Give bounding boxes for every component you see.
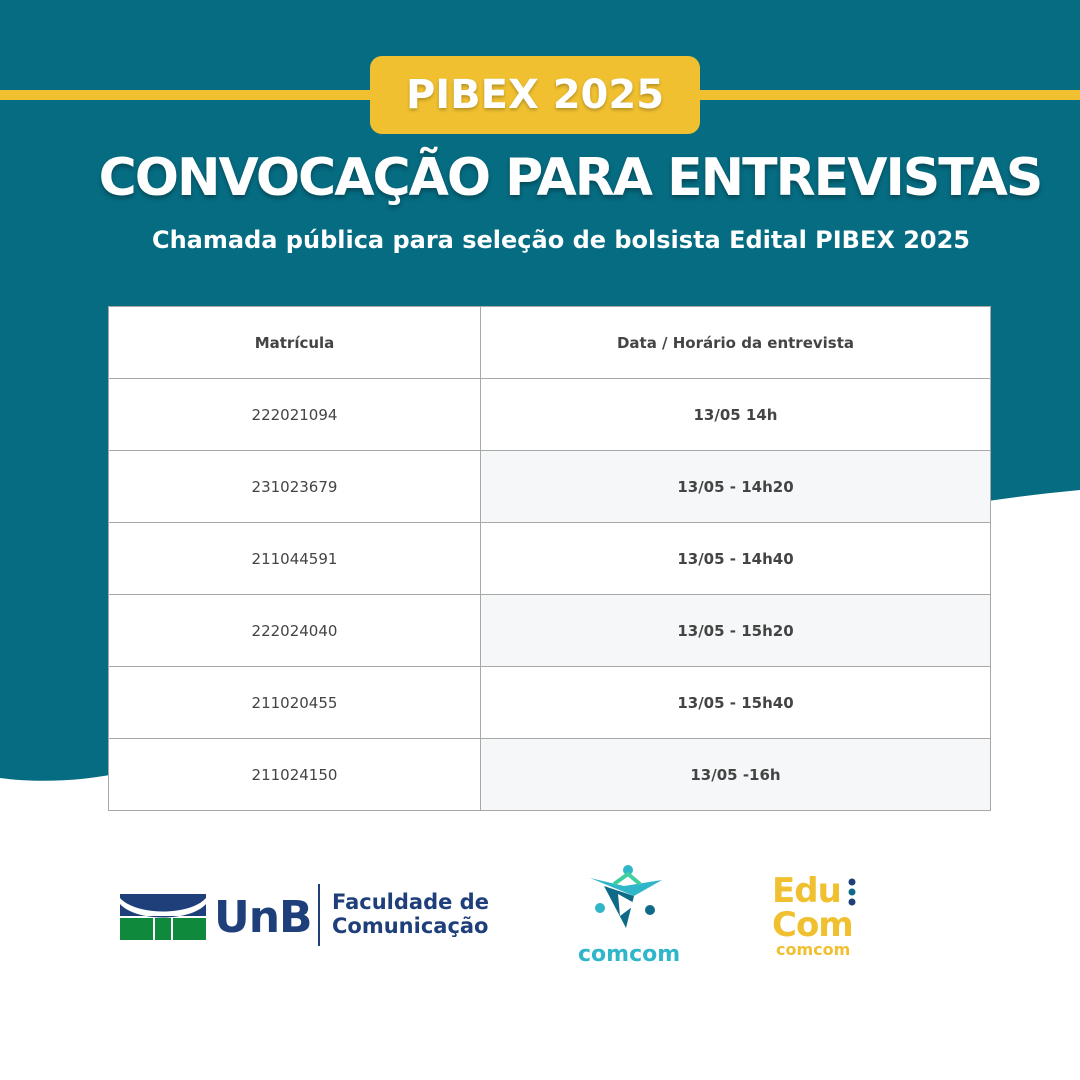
data-horario-cell: 13/05 - 15h20 — [481, 595, 991, 667]
matricula-cell: 231023679 — [109, 451, 481, 523]
column-header-data-horario: Data / Horário da entrevista — [481, 307, 991, 379]
interview-schedule-table — [108, 306, 991, 811]
data-horario-cell: 13/05 - 15h40 — [481, 667, 991, 739]
column-header-matricula: Matrícula — [109, 307, 481, 379]
pibex-badge — [370, 56, 700, 134]
data-horario-cell: 13/05 - 14h20 — [481, 451, 991, 523]
page-subtitle: Chamada pública para seleção de bolsista Edital PIBEX 2025 — [151, 226, 971, 254]
educom-dots-icon — [848, 878, 856, 918]
educom-logo — [772, 871, 853, 959]
logo-divider — [318, 884, 320, 946]
pibex-badge-label: PIBEX 2025 — [405, 72, 665, 118]
comcom-logo-text: comcom — [578, 942, 681, 967]
data-horario-cell: 13/05 14h — [481, 379, 991, 451]
matricula-cell: 222021094 — [109, 379, 481, 451]
faculdade-line-2: Comunicação — [332, 914, 489, 938]
matricula-cell: 211020455 — [109, 667, 481, 739]
faculdade-logo-text — [332, 890, 489, 938]
table-row — [109, 595, 991, 667]
page-title: CONVOCAÇÃO PARA ENTREVISTAS — [98, 148, 1042, 208]
educom-line-1: Edu — [772, 871, 841, 911]
matricula-cell: 211044591 — [109, 523, 481, 595]
faculdade-line-1: Faculdade de — [332, 890, 489, 914]
table-row — [109, 523, 991, 595]
comcom-emblem-icon — [584, 864, 668, 944]
table-row — [109, 739, 991, 811]
matricula-cell: 222024040 — [109, 595, 481, 667]
unb-emblem-icon — [120, 894, 206, 940]
table-row — [109, 379, 991, 451]
educom-line-2: Com — [772, 905, 853, 945]
table-row — [109, 451, 991, 523]
data-horario-cell: 13/05 -16h — [481, 739, 991, 811]
table-row — [109, 667, 991, 739]
partner-logos — [0, 860, 1080, 980]
unb-logo-text: UnB — [214, 892, 312, 943]
data-horario-cell: 13/05 - 14h40 — [481, 523, 991, 595]
educom-line-3: comcom — [776, 940, 851, 959]
matricula-cell: 211024150 — [109, 739, 481, 811]
table-header-row — [109, 307, 991, 379]
